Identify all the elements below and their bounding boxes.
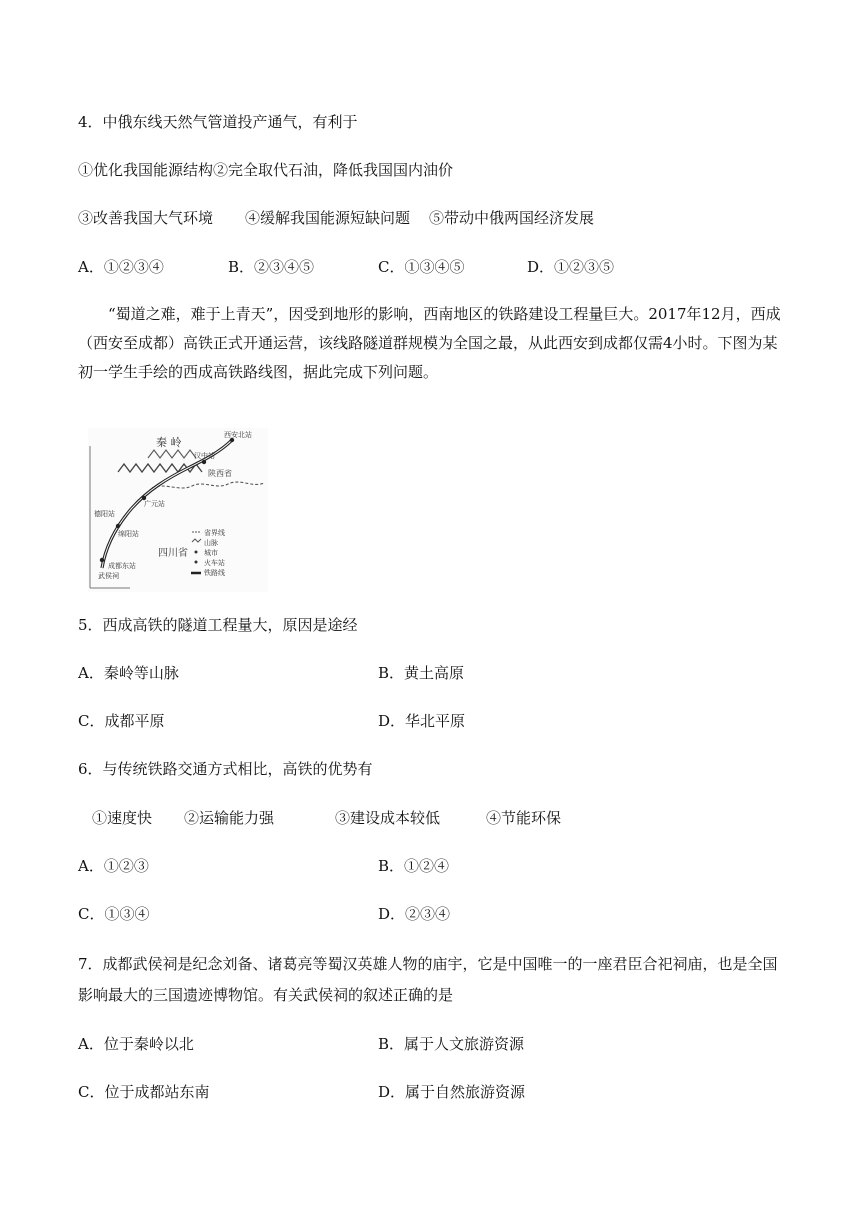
label-sichuan: 四川省 [158, 548, 188, 559]
q5-option-c[interactable]: C．成都平原 [78, 712, 165, 730]
q4-item-3: ③改善我国大气环境 [78, 209, 214, 227]
legend-boundary: 省界线 [204, 529, 225, 537]
legend-railway: 铁路线 [204, 569, 225, 577]
label-wuhou: 武侯祠 [98, 572, 119, 580]
material-paragraph: “蜀道之难，难于上青天”，因受到地形的影响，西南地区的铁路建设工程量巨大。2017年12月，西成（西安至成都）高铁正式开通运营，该线路隧道群规模为全国之最，从此西安到成都仅需4小时。下图为某初一学生手绘的西成高铁路线图，据此完成下列问题。 [78, 305, 781, 381]
q6-item-1: ①速度快 [92, 809, 153, 827]
label-qinling: 秦 岭 [156, 436, 182, 449]
q7-option-b[interactable]: B．属于人文旅游资源 [378, 1035, 525, 1053]
q7-option-a[interactable]: A．位于秦岭以北 [78, 1035, 194, 1053]
q4-item-4: ④缓解我国能源短缺问题 [245, 209, 411, 227]
q7-options-row2 [78, 1082, 798, 1102]
q7-options-row1 [78, 1034, 798, 1054]
label-mianyang: 绵阳站 [118, 530, 139, 538]
q6-options-row2 [78, 904, 798, 924]
q6-option-b[interactable]: B．①②④ [378, 857, 450, 875]
station-hanzhong [202, 460, 206, 464]
q5-option-a[interactable]: A．秦岭等山脉 [78, 664, 179, 682]
q5-options-row1 [78, 663, 798, 683]
q4-items-line1: ①优化我国能源结构②完全取代石油，降低我国国内油价 [78, 161, 454, 179]
q4-option-b[interactable]: B．②③④⑤ [228, 258, 315, 276]
q4-option-c[interactable]: C．①③④⑤ [378, 258, 465, 276]
q6-option-a[interactable]: A．①②③ [78, 857, 149, 875]
label-xian: 西安北站 [224, 431, 252, 439]
q7-stem-line2: 影响最大的三国遗迹博物馆。有关武侯祠的叙述正确的是 [78, 986, 454, 1004]
q6-item-3: ③建设成本较低 [335, 809, 441, 827]
legend-city: 城市 [204, 549, 218, 557]
q5-option-b[interactable]: B．黄土高原 [378, 664, 465, 682]
label-hanzhong: 汉中站 [194, 452, 215, 460]
q6-item-4: ④节能环保 [486, 809, 562, 827]
q6-stem: 6．与传统铁路交通方式相比，高铁的优势有 [78, 760, 373, 778]
q4-options [78, 257, 798, 277]
label-guangyuan: 广元站 [144, 500, 165, 508]
q6-option-c[interactable]: C．①③④ [78, 905, 150, 923]
q6-item-2: ②运输能力强 [184, 809, 275, 827]
q5-stem: 5．西成高铁的隧道工程量大，原因是途经 [78, 616, 358, 634]
station-mianyang [116, 524, 120, 528]
q4-option-a[interactable]: A．①②③④ [78, 258, 164, 276]
q6-items [78, 808, 798, 828]
q4-item-5: ⑤带动中俄两国经济发展 [429, 209, 595, 227]
q7-option-d[interactable]: D．属于自然旅游资源 [378, 1083, 526, 1101]
label-deyang: 德阳站 [94, 510, 115, 518]
legend-mountain: 山脉 [204, 539, 218, 547]
legend-station: 火车站 [204, 559, 225, 567]
label-shaanxi: 陕西省 [208, 469, 232, 478]
q7-option-c[interactable]: C．位于成都站东南 [78, 1083, 210, 1101]
q7-stem-line1: 7．成都武侯祠是纪念刘备、诸葛亮等蜀汉英雄人物的庙宇，它是中国唯一的一座君臣合祀祠庙，也是全国 [78, 955, 778, 973]
railway-sketch-map [88, 428, 268, 592]
q6-options-row1 [78, 856, 798, 876]
label-chengdu: 成都东站 [108, 562, 136, 570]
q4-option-d[interactable]: D．①②③⑤ [527, 258, 615, 276]
q5-option-d[interactable]: D．华北平原 [378, 712, 466, 730]
q4-stem: 4．中俄东线天然气管道投产通气，有利于 [78, 113, 358, 131]
q6-option-d[interactable]: D．②③④ [378, 905, 451, 923]
station-chengdu [100, 558, 104, 562]
q5-options-row2 [78, 711, 798, 731]
q4-items-line2 [78, 208, 798, 228]
